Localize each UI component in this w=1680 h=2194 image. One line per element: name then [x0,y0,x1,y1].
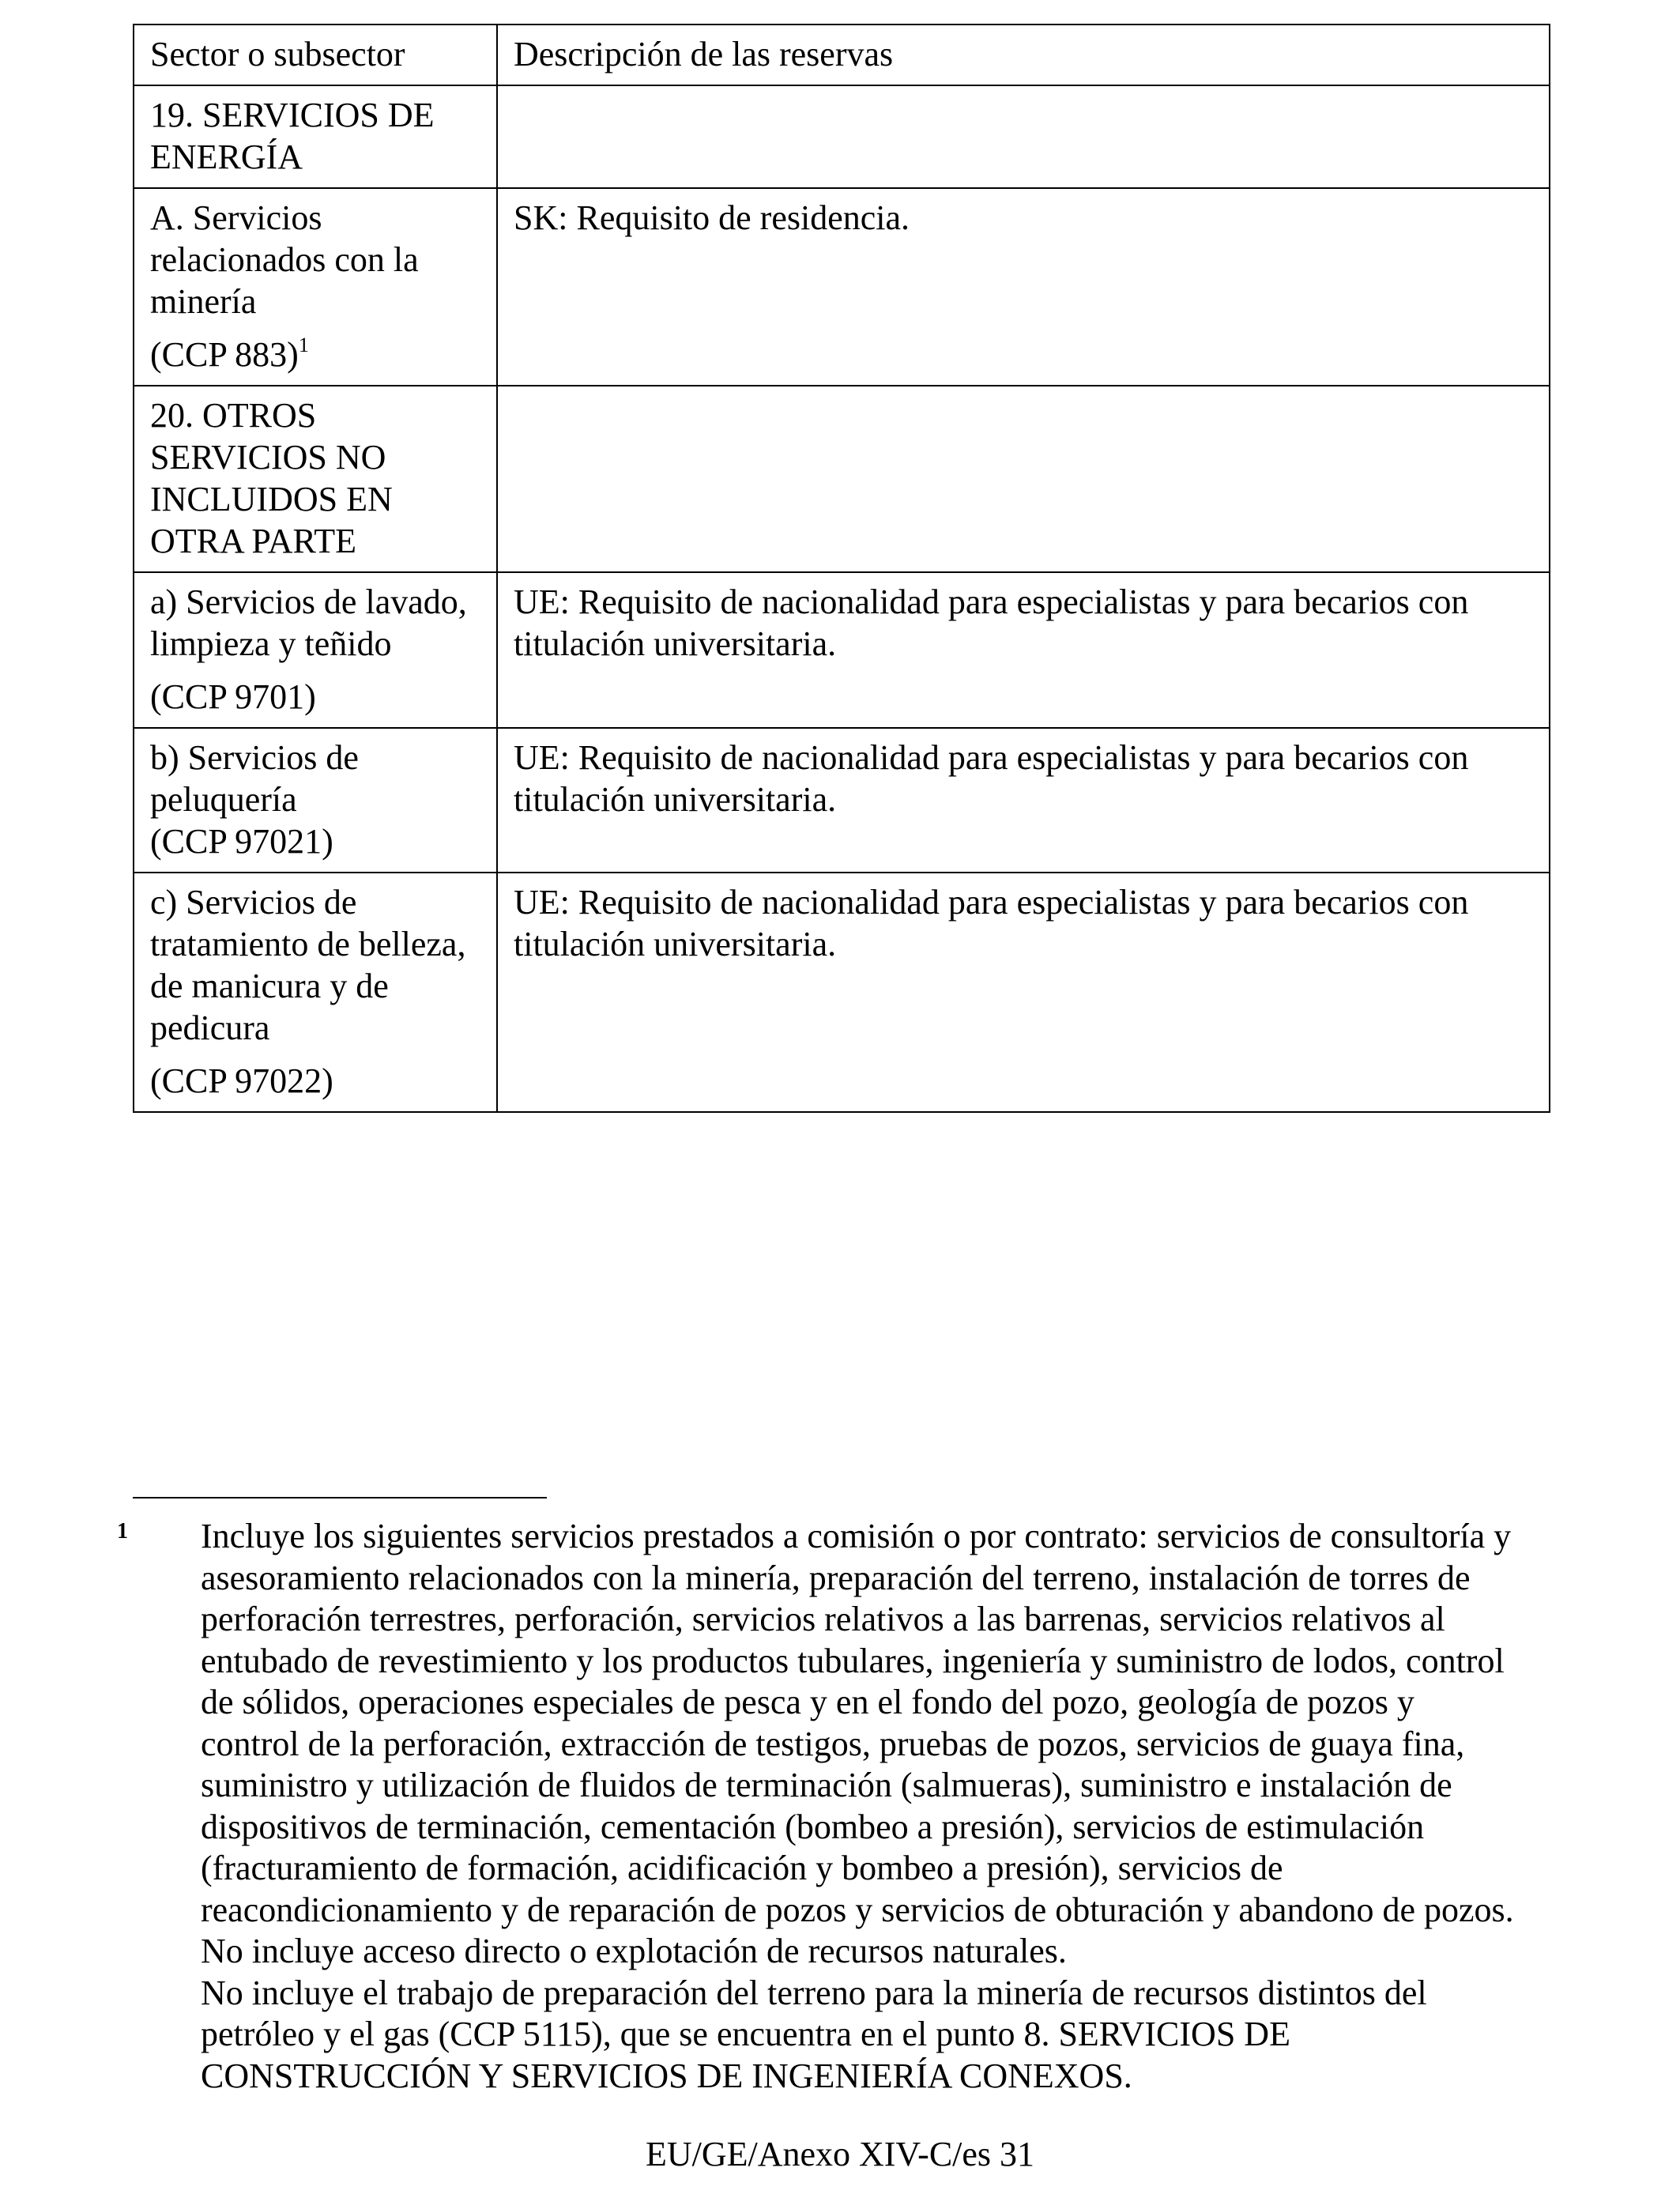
sector-text: relacionados con la [150,240,419,279]
footnote-line: No incluye el trabajo de preparación del terreno para la minería de recursos distintos del [201,1973,1427,2012]
footnote-line: dispositivos de terminación, cementación (bombeo a presión), servicios de estimulación [201,1807,1425,1846]
sector-text: minería [150,282,257,321]
sector-text: 19. SERVICIOS DE [150,96,435,134]
footnote-line: reacondicionamiento y de reparación de pozos y servicios de obturación y abandono de pozos. [201,1890,1514,1929]
sector-text: ENERGÍA [150,138,303,176]
description-text: UE: Requisito de nacionalidad para especialistas y para becarios con [514,582,1469,621]
page-number: EU/GE/Anexo XIV-C/es 31 [645,2135,1035,2173]
description-cell [497,188,1550,386]
footnote-line: de sólidos, operaciones especiales de pesca y en el fondo del pozo, geología de pozos y [201,1683,1414,1721]
table-row [134,873,1550,1112]
sector-cell [134,386,497,572]
ccp-code: (CCP 883)$^1$ [150,334,309,374]
description-text: titulación universitaria. [514,780,837,819]
sector-text: OTRA PARTE [150,522,357,560]
sector-text: b) Servicios de [150,738,359,777]
sector-text: tratamiento de belleza, [150,925,466,963]
sector-text: SERVICIOS NO [150,438,386,477]
sector-cell [134,85,497,188]
footnote [117,1516,1571,2097]
footnote-text [201,1516,1571,2097]
table-row [134,85,1550,188]
description-cell [497,572,1550,728]
footnote-line: petróleo y el gas (CCP 5115), que se encuentra en el punto 8. SERVICIOS DE [201,2015,1290,2053]
footnote-line: CONSTRUCCIÓN Y SERVICIOS DE INGENIERÍA CONEXOS. [201,2056,1132,2095]
description-text: UE: Requisito de nacionalidad para especialistas y para becarios con [514,738,1469,777]
description-cell [497,85,1550,188]
sector-cell [134,728,497,873]
ccp-code: (CCP 97022) [150,1061,333,1100]
table-row [134,188,1550,386]
table-row [134,386,1550,572]
footnote-line: suministro y utilización de fluidos de terminación (salmueras), suministro e instalación de [201,1766,1452,1804]
footnote-line: Incluye los siguientes servicios prestados a comisión o por contrato: servicios de consultoría y [201,1517,1512,1555]
sector-text: a) Servicios de lavado, [150,582,467,621]
sector-text: c) Servicios de [150,883,357,922]
sector-text: peluquería [150,780,297,819]
footnote-reference[interactable]: 1 [298,334,309,356]
description-text: titulación universitaria. [514,925,837,963]
ccp-code: (CCP 97021) [150,822,333,861]
table-header-row [134,25,1550,85]
reservations-table [133,24,1550,1113]
description-cell [497,873,1550,1112]
sector-text: de manicura y de [150,967,389,1005]
table-row [134,728,1550,873]
table-row [134,572,1550,728]
sector-text: pedicura [150,1008,270,1047]
header-description: Descripción de las reservas [497,25,1550,85]
footnote-line: entubado de revestimiento y los productos tubulares, ingeniería y suministro de lodos, control [201,1641,1505,1680]
header-sector: Sector o subsector [134,25,497,85]
footnote-line: perforación terrestres, perforación, servicios relativos a las barrenas, servicios relativos al [201,1600,1445,1638]
ccp-code: (CCP 9701) [150,677,316,716]
footnote-line: (fracturamiento de formación, acidificación y bombeo a presión), servicios de [201,1849,1283,1887]
footnote-line: asesoramiento relacionados con la minería, preparación del terreno, instalación de torres de [201,1558,1471,1597]
sector-text: A. Servicios [150,198,322,237]
description-cell [497,386,1550,572]
sector-text: 20. OTROS [150,396,317,435]
footnote-number: 1 [117,1519,128,1544]
description-text: SK: Requisito de residencia. [514,198,910,237]
sector-cell [134,188,497,386]
sector-cell [134,572,497,728]
description-text: titulación universitaria. [514,624,837,663]
sector-text: limpieza y teñido [150,624,392,663]
sector-cell [134,873,497,1112]
footnote-line: No incluye acceso directo o explotación de recursos naturales. [201,1932,1067,1970]
description-text: UE: Requisito de nacionalidad para especialistas y para becarios con [514,883,1469,922]
sector-text: INCLUIDOS EN [150,480,393,518]
description-cell [497,728,1550,873]
footnote-separator [133,1497,547,1498]
footnote-line: control de la perforación, extracción de testigos, pruebas de pozos, servicios de guaya fina, [201,1724,1465,1763]
